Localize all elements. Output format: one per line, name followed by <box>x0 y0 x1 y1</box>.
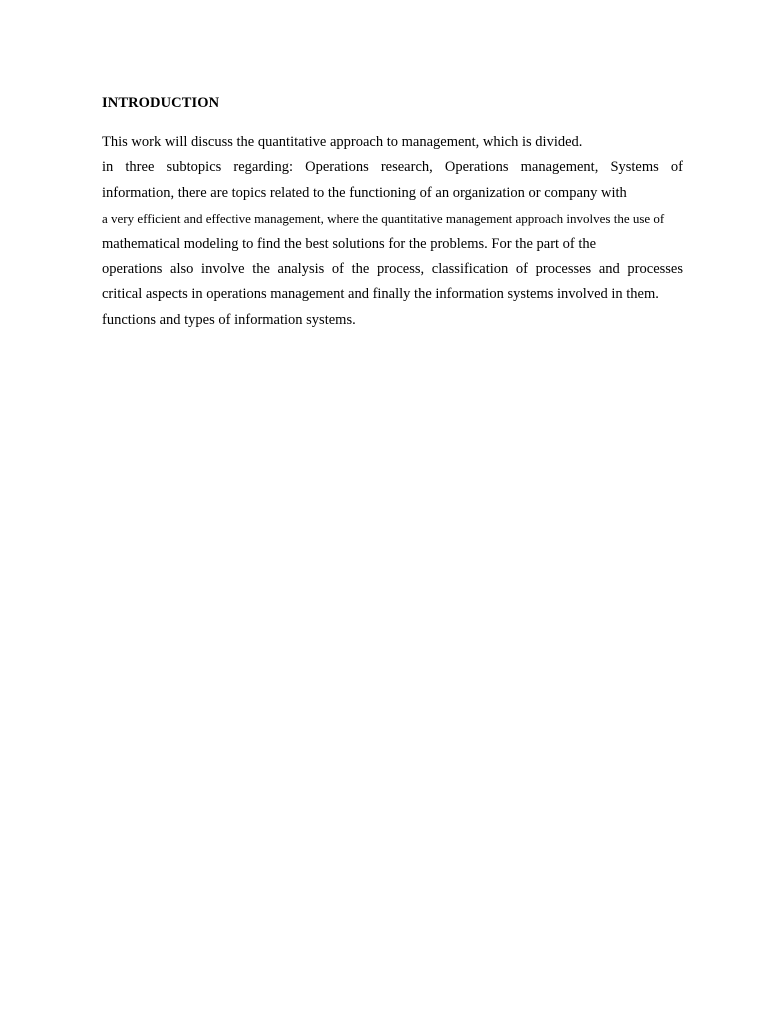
paragraph-line: This work will discuss the quantitative approach to management, which is divided. <box>102 134 583 150</box>
paragraph-line: critical aspects in operations management and finally the information systems involved in them. <box>102 286 659 303</box>
paragraph-line: operations also involve the analysis of the process, classification of processes and processes <box>102 260 683 277</box>
paragraph-line: functions and types of information systems. <box>102 311 356 328</box>
paragraph-line: mathematical modeling to find the best solutions for the problems. For the part of the <box>102 235 597 252</box>
paragraph-line: information, there are topics related to the functioning of an organization or company with <box>102 184 627 201</box>
paragraph-line: in three subtopics regarding: Operations research, Operations management, Systems of <box>102 159 683 176</box>
introduction-paragraph <box>102 130 683 333</box>
section-heading: INTRODUCTION <box>102 95 220 111</box>
paragraph-line: a very efficient and effective management, where the quantitative management approach involves the use of <box>102 211 665 227</box>
